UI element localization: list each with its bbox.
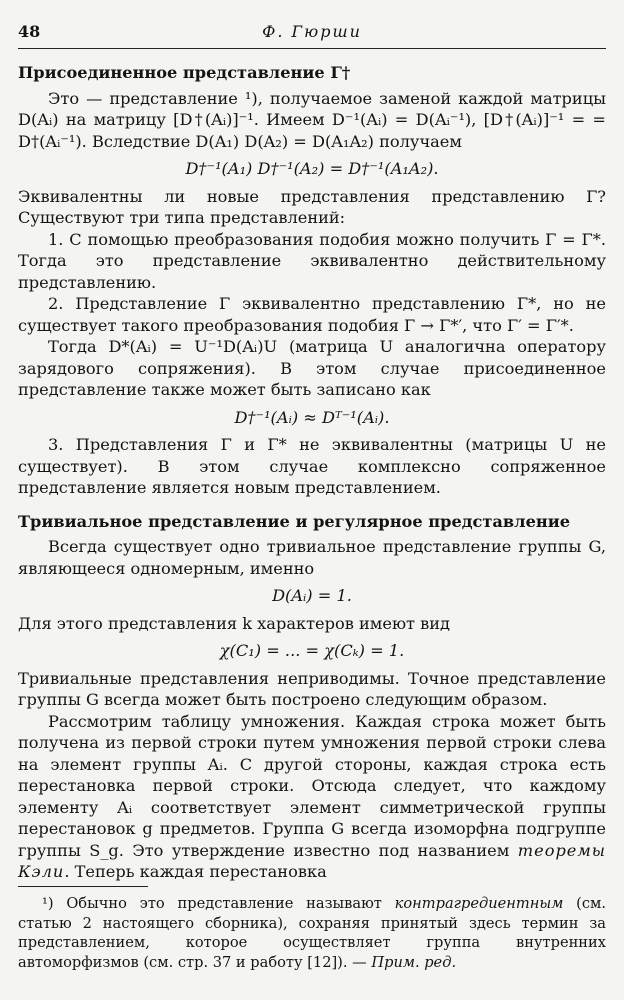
footnote (18, 894, 606, 972)
footnote-part: Обычно это представление называют (53, 895, 395, 912)
paragraph: Эквивалентны ли новые представления представлению Γ? Существуют три типа представлений: (18, 186, 606, 227)
paragraph: 3. Представления Γ и Γ* не эквивалентны (матрицы U не существует). В этом случае комплексно сопряженное представление является новым представлением. (18, 435, 606, 497)
paragraph-text: . Теперь каждая перестановка (64, 862, 327, 881)
paragraph: Тривиальные представления неприводимы. Точное представление группы G всегда может быть построено следующим образом. (18, 668, 606, 709)
main-text (18, 60, 606, 883)
footnote-mark: ¹) (42, 895, 54, 912)
paragraph: Для этого представления k характеров имеют вид (18, 613, 451, 633)
page-number: 48 (18, 22, 41, 41)
footnote-rule (18, 886, 148, 887)
footnote-text (18, 894, 606, 972)
footnote-term: контрагредиентным (394, 895, 564, 912)
paragraph: Всегда существует одно тривиальное представление группы G, являющееся одномерным, именно (18, 537, 606, 578)
paragraph (18, 711, 606, 883)
theorem-name: теоремы Кэли (18, 840, 606, 881)
paragraph: 2. Представление Γ эквивалентно представлению Γ*, но не существует такого преобразования подобия Γ → Γ*′, что Γ′ = Γ′*. (18, 294, 606, 335)
section-title-adjoint: Присоединенное представление Γ† (18, 63, 351, 82)
footnote-part: (см. статью 2 настоящего сборника), сохраняя принятый здесь термин за представлением, которое осуществляет группа внутренних автоморфизмов (см. стр. 37 и работу [12]). — (18, 895, 606, 971)
footnote-editor-note: Прим. ред. (371, 953, 457, 971)
paragraph: Тогда D*(Aᵢ) = U⁻¹D(Aᵢ)U (матрица U аналогична оператору зарядового сопряжения). В этом случае присоединенное представление также может быть записано как (18, 337, 606, 399)
formula: D†⁻¹(A₁) D†⁻¹(A₂) = D†⁻¹(A₁A₂). (185, 159, 439, 178)
running-title: Ф. Гюрши (262, 22, 362, 41)
header-rule (18, 48, 606, 49)
formula: χ(C₁) = ... = χ(Cₖ) = 1. (219, 641, 405, 660)
paragraph: 1. С помощью преобразования подобия можно получить Γ = Γ*. Тогда это представление эквивалентно действительному представлению. (18, 229, 606, 292)
page-header (18, 22, 606, 46)
section-title-trivial: Тривиальное представление и регулярное представление (18, 511, 571, 531)
paragraph-text: Рассмотрим таблицу умножения. Каждая строка может быть получена из первой строки путем умножения первой строки слева на элемент группы Aᵢ. С другой стороны, каждая строка есть перестановка первой строки. Отсюда следует, что каждому элементу Aᵢ соответствует элемент симметрической группы перестановок g предметов. Группа G всегда изоморфна подгруппе группы S_g. Это утверждение известно под названием (18, 711, 606, 860)
formula: D(Aᵢ) = 1. (272, 586, 352, 605)
formula: D†⁻¹(Aᵢ) ≈ Dᵀ⁻¹(Aᵢ). (234, 407, 390, 427)
paragraph: Это — представление ¹), получаемое заменой каждой матрицы D(Aᵢ) на матрицу [D†(Aᵢ)]⁻¹. Имеем D⁻¹(Aᵢ) = D(Aᵢ⁻¹), [D†(Aᵢ)]⁻¹ = = D†(Aᵢ⁻¹). Вследствие D(A₁) D(A₂) = D(A₁A₂) получаем (18, 88, 606, 151)
